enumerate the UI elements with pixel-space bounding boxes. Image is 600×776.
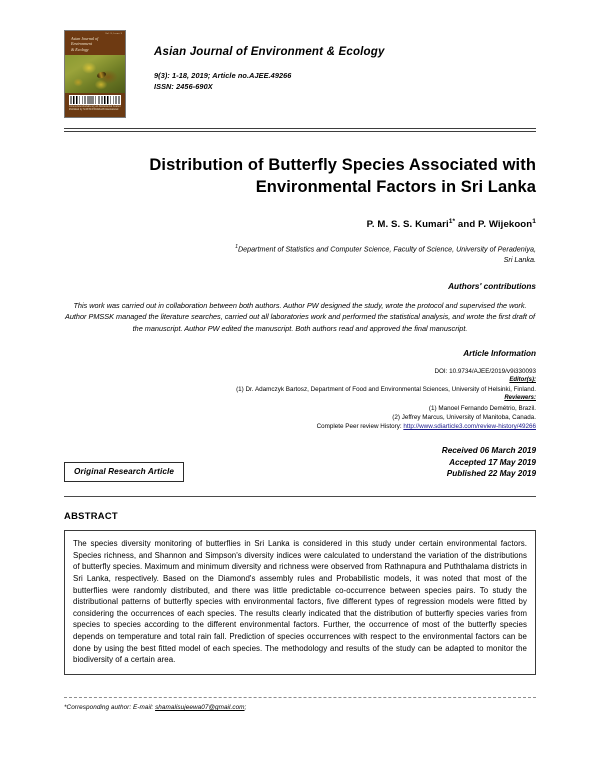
journal-citation: 9(3): 1-18, 2019; Article no.AJEE.49266 <box>154 71 292 80</box>
cover-journal-title: Asian Journal of Environment & Ecology <box>71 36 99 52</box>
masthead-divider <box>64 128 536 132</box>
journal-citation-block <box>154 71 536 92</box>
peer-review-label: Complete Peer review History: <box>316 423 404 430</box>
abstract-heading: ABSTRACT <box>64 510 118 522</box>
barcode-icon <box>69 95 121 105</box>
corresponding-author-note <box>64 704 536 711</box>
author-list <box>64 218 536 230</box>
affiliation-line-1: $^1$Department of Statistics and Computer Science, Faculty of Science, University of Peradeniya, <box>235 243 536 254</box>
bee-icon <box>97 70 107 78</box>
corresponding-author-email[interactable]: shamalisujeewa07@gmail.com <box>155 704 245 711</box>
article-type-badge: Original Research Article <box>64 462 184 482</box>
abstract-body: The species diversity monitoring of butterflies in Sri Lanka is considered in this study under certain environmental factors. Species richness, and Shannon and Simpson's diversity indices were calculated to understand the variation of the distributions of butterfly species. Maximum and minimum diversity and richness were observed from Rathnapura and Puththalama districts in Sri Lanka, respectively. Based on the Diamond's assembly rules and Probabilistic models, it was noted that most of the butterflies were randomly distributed, and there was little predictable co-occurrence between species pairs. To study the distributional patterns of butterfly species with environmental factors, five different types of regression models were fitted by considering the occurrences of each species. The results clearly indicated that the distribution of butterfly species varies from species to species according to the different environmental factors. Further, the occurrence of most of the butterfly species depends on temperature and total rain fall. Prediction of species occurrences with respect to the environmental factors can be done by using the best fitted model of each species. The methodology and results of the study can be adapted to monitor the biodiversity of a certain area. <box>64 530 536 675</box>
article-information-body <box>64 367 536 431</box>
article-information-heading: Article Information <box>463 348 536 358</box>
cover-footer-text: www.sciencedomain.org An International Journal Published by SCIENCEDOMAIN international <box>69 105 121 112</box>
cover-issue-label: Vol. 9, Issue 3 <box>105 32 122 35</box>
received-date: Received 06 March 2019 <box>441 446 536 456</box>
publication-dates <box>442 445 536 480</box>
editor-entry: (1) Dr. Adamczyk Bartosz, Department of Food and Environmental Sciences, University of Helsinki, Finland. <box>236 386 536 394</box>
title-line-2: Environmental Factors in Sri Lanka <box>255 177 536 196</box>
journal-issn: ISSN: 2456-690X <box>154 81 213 91</box>
journal-name: Asian Journal of Environment & Ecology <box>154 46 385 58</box>
title-line-1: Distribution of Butterfly Species Associated with <box>149 155 536 174</box>
published-date: Published 22 May 2019 <box>446 469 536 479</box>
journal-cover-image <box>64 30 126 118</box>
contributions-heading: Authors' contributions <box>448 282 536 292</box>
reviewer-entry: (2) Jeffrey Marcus, University of Manitoba, Canada. <box>392 413 536 421</box>
masthead-text <box>154 30 536 92</box>
reviewers-label: Reviewers: <box>504 395 536 402</box>
affiliation <box>64 242 536 265</box>
corresponding-author-prefix: *Corresponding author: E-mail: <box>64 704 156 711</box>
author-primary: P. M. S. S. Kumari <box>366 218 449 230</box>
author-secondary-marker: 1 <box>532 217 536 225</box>
footer-divider <box>64 697 536 698</box>
cover-flower-photo <box>65 55 125 93</box>
reviewer-entry: (1) Manoel Fernando Demétrio, Brazil. <box>428 404 536 412</box>
accepted-date: Accepted 17 May 2019 <box>449 457 536 467</box>
page-title <box>64 154 536 198</box>
page-content <box>64 30 536 675</box>
peer-review-history-line <box>64 422 536 431</box>
author-primary-marker: 1* <box>448 217 456 225</box>
corresponding-author-suffix: ; <box>244 704 247 711</box>
affiliation-marker: 1 <box>235 243 238 250</box>
masthead <box>64 30 536 122</box>
abstract-divider <box>64 496 536 497</box>
dates-row <box>64 445 536 482</box>
author-conjunction: and P. Wijekoon <box>455 218 533 230</box>
editors-label: Editor(s): <box>509 376 536 383</box>
doi-line: DOI: 10.9734/AJEE/2019/v9i330093 <box>434 367 536 375</box>
peer-review-link[interactable]: http://www.sdiarticle3.com/review-history/49266 <box>403 423 536 430</box>
contributions-body: This work was carried out in collaboration between both authors. Author PW designed the study, wrote the protocol and supervised the work. Author PMSSK managed the literature searches, carried out all laboratories work and performed the statistical analysis, and wrote the first draft of the manuscript. Author PW edited the manuscript. Both authors read and approved the final manuscript. <box>64 301 536 333</box>
affiliation-line-2: Sri Lanka. <box>503 255 536 265</box>
